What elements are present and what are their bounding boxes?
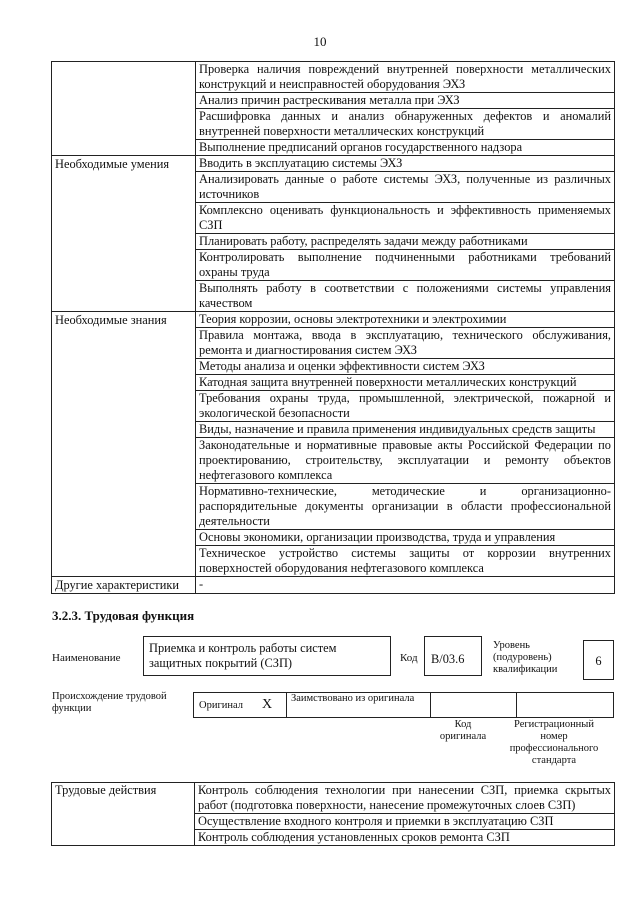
competency-table [51, 61, 615, 594]
name-label: Наименование [52, 652, 121, 664]
row-label: Необходимые умения [52, 156, 196, 312]
table-row [52, 62, 615, 93]
row-item: Комплексно оценивать функциональность и эффективность применяемых СЗП [196, 203, 615, 234]
row-item: Катодная защита внутренней поверхности металлических конструкций [196, 375, 615, 391]
level-value: 6 [595, 654, 602, 668]
origin-box [193, 692, 614, 718]
row-label: Другие характеристики [52, 577, 196, 594]
row-item: Анализировать данные о работе системы ЭХЗ, полученные из различных источников [196, 172, 615, 203]
table-row [52, 312, 615, 328]
row-item: Контроль соблюдения установленных сроков ремонта СЗП [195, 830, 615, 846]
row-label: Необходимые знания [52, 312, 196, 577]
table-row [52, 577, 615, 594]
row-item: Нормативно-технические, методические и организационно-распорядительные документы организации в области профессиональной деятельности [196, 484, 615, 530]
table-row [52, 156, 615, 172]
borrowed-label: Заимствовано из оригинала [291, 693, 415, 704]
row-item: Анализ причин растрескивания металла при ЭХЗ [196, 93, 615, 109]
section-title: 3.2.3. Трудовая функция [52, 608, 195, 623]
page-number: 10 [313, 34, 327, 49]
code-value: B/03.6 [431, 652, 465, 666]
labor-actions-table [51, 782, 615, 846]
original-label: Оригинал [199, 700, 243, 711]
original-mark: X [262, 697, 273, 712]
level-box [583, 640, 614, 680]
function-name-box [143, 636, 391, 676]
row-item: Основы экономики, организации производства, труда и управления [196, 530, 615, 546]
row-label: Трудовые действия [52, 783, 195, 846]
row-item: Теория коррозии, основы электротехники и электрохимии [196, 312, 615, 328]
row-item: Правила монтажа, ввода в эксплуатацию, технического обслуживания, ремонта и диагностирования систем ЭХЗ [196, 328, 615, 359]
function-name-value: Приемка и контроль работы систем защитных покрытий (СЗП) [149, 641, 337, 670]
table-row [52, 783, 615, 814]
row-item: Техническое устройство системы защиты от коррозии внутренних поверхностей оборудования нефтегазового комплекса [196, 546, 615, 577]
row-item: Методы анализа и оценки эффективности систем ЭХЗ [196, 359, 615, 375]
row-item: Осуществление входного контроля и приемки в эксплуатацию СЗП [195, 814, 615, 830]
row-item: Контролировать выполнение подчиненными работниками требований охраны труда [196, 250, 615, 281]
row-item: Выполнение предписаний органов государственного надзора [196, 140, 615, 156]
row-label [52, 62, 196, 156]
row-item: Законодательные и нормативные правовые акты Российской Федерации по проектированию, строительству, эксплуатации и ремонту объектов нефтегазового комплекса [196, 438, 615, 484]
code-original-caption: Код оригинала [439, 719, 487, 742]
row-item: Требования охраны труда, промышленной, электрической, пожарной и экологической безопасности [196, 391, 615, 422]
level-label: Уровень (подуровень) квалификации [493, 640, 558, 675]
code-box [424, 636, 482, 676]
code-label: Код [400, 652, 418, 664]
row-item: Контроль соблюдения технологии при нанесении СЗП, приемка скрытых работ (подготовка поверхности, нанесение промежуточных слоев СЗП) [195, 783, 615, 814]
reg-number-caption: Регистрационный номер профессионального стандарта [509, 719, 599, 766]
row-item: Расшифровка данных и анализ обнаруженных дефектов и аномалий внутренней поверхности металлических конструкций [196, 109, 615, 140]
origin-label: Происхождение трудовой функции [52, 691, 167, 714]
row-item: Виды, назначение и правила применения индивидуальных средств защиты [196, 422, 615, 438]
row-item: Вводить в эксплуатацию системы ЭХЗ [196, 156, 615, 172]
row-item: Выполнять работу в соответствии с положениями системы управления качеством [196, 281, 615, 312]
row-item: Проверка наличия повреждений внутренней поверхности металлических конструкций и неисправностей оборудования ЭХЗ [196, 62, 615, 93]
row-item: Планировать работу, распределять задачи между работниками [196, 234, 615, 250]
row-item: - [196, 577, 615, 594]
